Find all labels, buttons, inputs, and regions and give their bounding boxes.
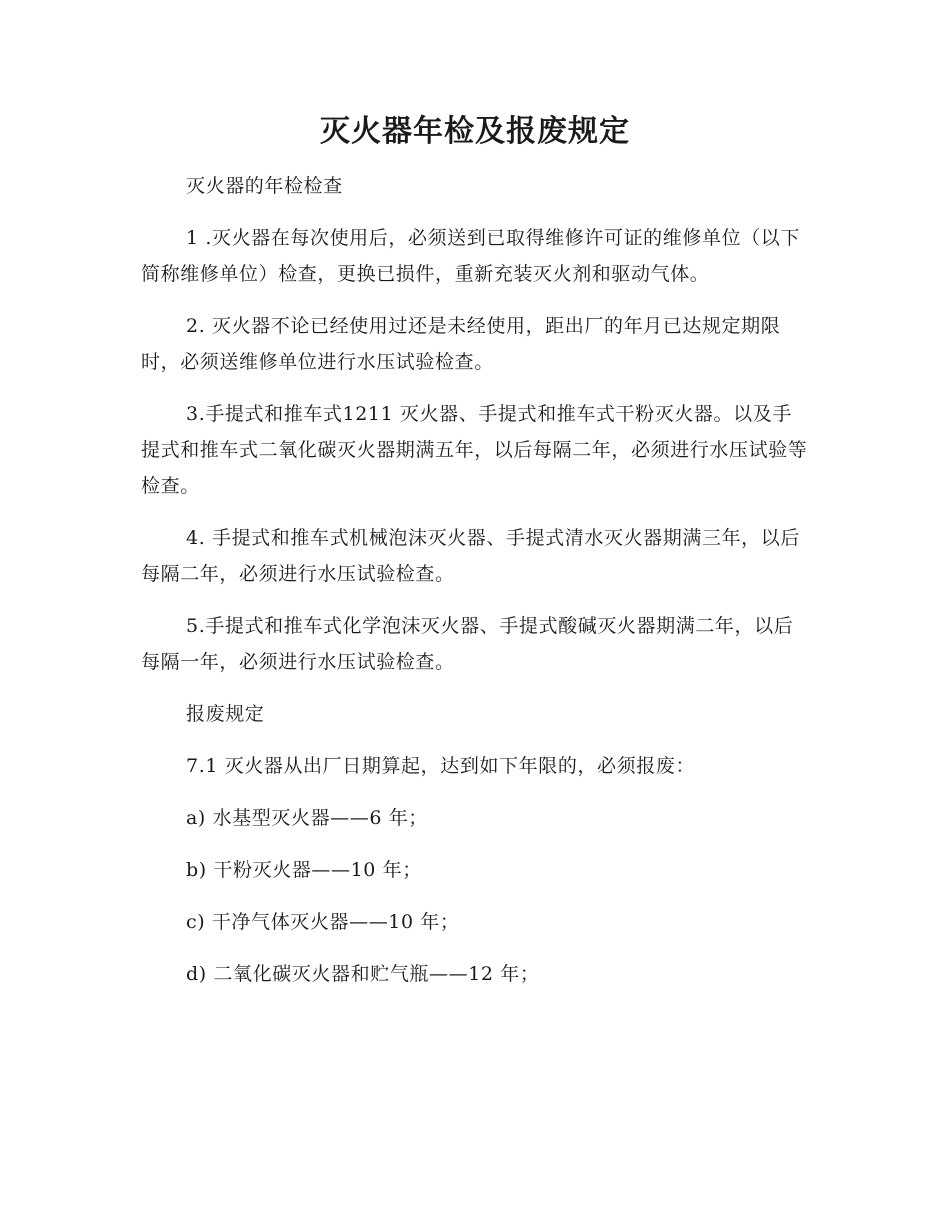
- document-title: 灭火器年检及报废规定: [320, 114, 630, 149]
- paragraph-1: 1 .灭火器在每次使用后，必须送到已取得维修许可证的维修单位（以下简称维修单位）检查，更换已损件，重新充装灭火剂和驱动气体。: [141, 227, 800, 285]
- list-item-b: b) 干粉灭火器——10 年；: [186, 859, 422, 881]
- document-body: [141, 168, 811, 1008]
- paragraph-7-1: 7.1 灭火器从出厂日期算起，达到如下年限的，必须报废：: [186, 755, 696, 777]
- list-item-d: d) 二氧化碳灭火器和贮气瓶——12 年；: [186, 963, 540, 985]
- section-heading-scrapping: 报废规定: [186, 703, 265, 725]
- section-heading-annual-inspection: 灭火器的年检检查: [186, 175, 343, 197]
- paragraph-3: 3.手提式和推车式1211 灭火器、手提式和推车式干粉灭火器。以及手提式和推车式二氧化碳灭火器期满五年，以后每隔二年，必须进行水压试验等检查。: [141, 403, 808, 497]
- list-item-a: a) 水基型灭火器——6 年；: [186, 807, 428, 829]
- paragraph-5: 5.手提式和推车式化学泡沫灭火器、手提式酸碱灭火器期满二年，以后每隔一年，必须进行水压试验检查。: [141, 615, 794, 673]
- paragraph-2: 2. 灭火器不论已经使用过还是未经使用，距出厂的年月已达规定期限时，必须送维修单位进行水压试验检查。: [141, 315, 781, 373]
- list-item-c: c) 干净气体灭火器——10 年；: [186, 911, 460, 933]
- paragraph-4: 4. 手提式和推车式机械泡沫灭火器、手提式清水灭火器期满三年，以后每隔二年，必须进行水压试验检查。: [141, 527, 800, 585]
